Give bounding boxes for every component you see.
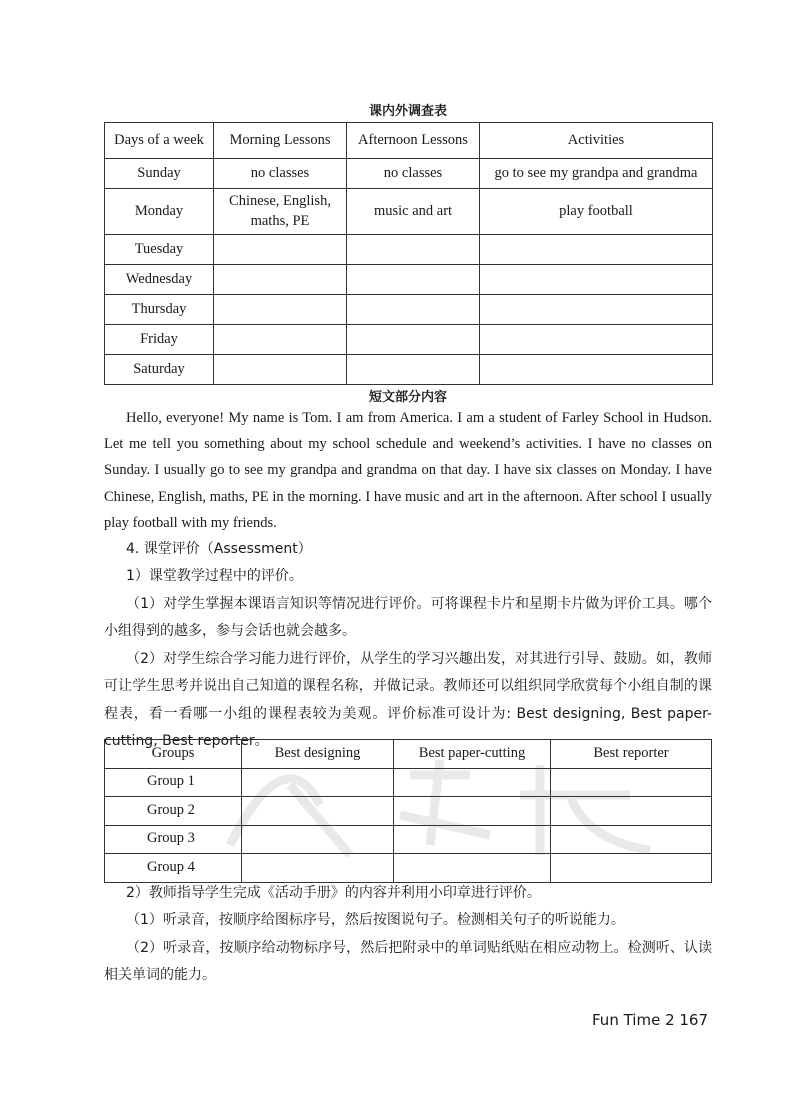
table-cell: [347, 355, 480, 385]
table-row: [105, 797, 712, 826]
table-cell: [551, 797, 712, 826]
table-cell: [551, 854, 712, 883]
assessment-paragraph: （1）对学生掌握本课语言知识等情况进行评价。可将课程卡片和星期卡片做为评价工具。哪个小组得到的越多，参与会话也就会越多。: [104, 596, 712, 640]
table-cell: [214, 265, 347, 295]
table-row: [105, 355, 713, 385]
activity-book-paragraph: （1）听录音，按顺序给图标序号，然后按图说句子。检测相关句子的听说能力。: [126, 912, 625, 928]
table-row: [105, 295, 713, 325]
header-cell: Best reporter: [551, 740, 712, 769]
table-cell: [242, 854, 394, 883]
table-cell: Saturday: [105, 355, 214, 385]
table-cell: [480, 355, 713, 385]
table-header-row: [105, 740, 712, 769]
table-row: [105, 189, 713, 235]
table-row: [105, 825, 712, 854]
table-cell: [347, 325, 480, 355]
table-cell: [347, 295, 480, 325]
table-cell: Group 2: [105, 797, 242, 826]
table-cell: music and art: [347, 189, 480, 235]
passage-text: Hello, everyone! My name is Tom. I am from America. I am a student of Farley School in Hudson. Let me tell you something about my school schedule and weekend’s activities. I have no classes on Sunday. I usually go to see my grandpa and grandma on that day. I have six classes on Monday. I have Chinese, English, maths, PE in the morning. I have music and art in the afternoon. After school I usually play football with my friends.: [104, 410, 712, 531]
table-row: [105, 265, 713, 295]
assessment-subheading: 1）课堂教学过程中的评价。: [126, 568, 303, 584]
table-cell: [242, 768, 394, 797]
table-cell: [480, 235, 713, 265]
table-cell: no classes: [347, 159, 480, 189]
table-cell: [347, 265, 480, 295]
assessment-paragraph: （2）对学生综合学习能力进行评价，从学生的学习兴趣出发，对其进行引导、鼓励。如，教师可让学生思考并说出自己知道的课程名称，并做记录。教师还可以组织同学欣赏每个小组自制的课程表，看一看哪一小组的课程表较为美观。评价标准可设计为: Best designing, Best paper-cutting, Best reporter。: [104, 651, 712, 749]
table-cell: Group 1: [105, 768, 242, 797]
table-cell: [242, 797, 394, 826]
table-cell: [394, 797, 551, 826]
assessment-heading: 4. 课堂评价（Assessment）: [126, 541, 312, 557]
table-cell: [480, 325, 713, 355]
table-cell: [394, 825, 551, 854]
table-cell: Group 3: [105, 825, 242, 854]
table-row: [105, 159, 713, 189]
header-cell: Best paper-cutting: [394, 740, 551, 769]
header-cell: Afternoon Lessons: [347, 123, 480, 159]
table-cell: [214, 235, 347, 265]
table-cell: [551, 825, 712, 854]
header-cell: Morning Lessons: [214, 123, 347, 159]
table-cell: Chinese, English, maths, PE: [214, 189, 347, 235]
table-cell: [347, 235, 480, 265]
table-row: [105, 768, 712, 797]
activity-book-paragraph: （2）听录音，按顺序给动物标序号，然后把附录中的单词贴纸贴在相应动物上。检测听、认读相关单词的能力。: [104, 940, 712, 984]
table-row: [105, 325, 713, 355]
table-cell: [214, 355, 347, 385]
table-cell: [214, 325, 347, 355]
header-cell: Activities: [480, 123, 713, 159]
table-cell: no classes: [214, 159, 347, 189]
activity-book-subheading: 2）教师指导学生完成《活动手册》的内容并利用小印章进行评价。: [126, 885, 541, 901]
survey-table-caption: 课内外调查表: [368, 104, 447, 119]
survey-table: [104, 122, 713, 385]
passage-heading: 短文部分内容: [368, 390, 447, 405]
header-cell: Groups: [105, 740, 242, 769]
table-cell: Thursday: [105, 295, 214, 325]
table-cell: Group 4: [105, 854, 242, 883]
table-cell: Monday: [105, 189, 214, 235]
table-row: [105, 854, 712, 883]
table-cell: Friday: [105, 325, 214, 355]
groups-table: [104, 739, 712, 883]
table-row: [105, 235, 713, 265]
table-cell: Wednesday: [105, 265, 214, 295]
header-cell: Best designing: [242, 740, 394, 769]
table-cell: [480, 295, 713, 325]
table-cell: Sunday: [105, 159, 214, 189]
header-cell: Days of a week: [105, 123, 214, 159]
table-cell: go to see my grandpa and grandma: [480, 159, 713, 189]
page-number: Fun Time 2 167: [592, 1011, 709, 1029]
table-cell: Tuesday: [105, 235, 214, 265]
table-cell: [214, 295, 347, 325]
table-cell: [551, 768, 712, 797]
table-cell: [394, 768, 551, 797]
table-cell: [242, 825, 394, 854]
table-cell: [394, 854, 551, 883]
table-header-row: [105, 123, 713, 159]
table-cell: [480, 265, 713, 295]
table-cell: play football: [480, 189, 713, 235]
